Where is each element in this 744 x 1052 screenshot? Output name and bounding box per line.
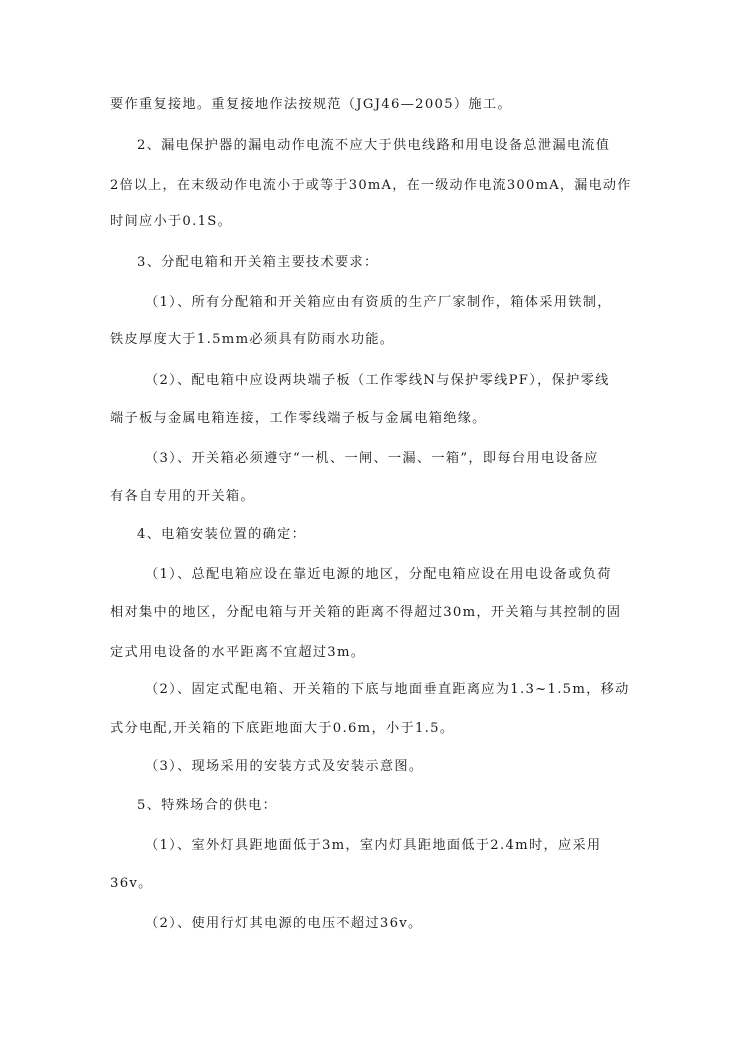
- paragraph-line: 相对集中的地区，分配电箱与开关箱的距离不得超过30m，开关箱与其控制的固: [110, 605, 622, 620]
- paragraph-line: 4、电箱安装位置的确定：: [137, 527, 307, 542]
- paragraph-line: （1）、室外灯具距地面低于3m，室内灯具距地面低于2.4m时，应采用: [145, 838, 602, 853]
- paragraph-line: 铁皮厚度大于1.5mm必须具有防雨水功能。: [110, 332, 395, 347]
- paragraph-line: （1）、总配电箱应设在靠近电源的地区，分配电箱应设在用电设备或负荷: [145, 567, 612, 582]
- paragraph-line: 式分电配,开关箱的下底距地面大于0.6m，小于1.5。: [110, 721, 455, 736]
- paragraph-line: 2、漏电保护器的漏电动作电流不应大于供电线路和用电设备总泄漏电流值: [137, 138, 611, 153]
- paragraph-line: 有各自专用的开关箱。: [110, 489, 255, 504]
- paragraph-line: 5、特殊场合的供电：: [137, 798, 278, 813]
- paragraph-line: 时间应小于0.1S。: [110, 214, 233, 229]
- paragraph-line: （1）、所有分配箱和开关箱应由有资质的生产厂家制作，箱体采用铁制，: [145, 295, 612, 310]
- paragraph-line: 端子板与金属电箱连接，工作零线端子板与金属电箱绝缘。: [110, 411, 487, 426]
- paragraph-line: 2倍以上，在末级动作电流小于或等于30mA，在一级动作电流300mA，漏电动作: [110, 178, 632, 193]
- paragraph-line: 3、分配电箱和开关箱主要技术要求：: [137, 255, 379, 270]
- paragraph-line: （2）、固定式配电箱、开关箱的下底与地面垂直距离应为1.3~1.5m，移动: [145, 682, 630, 697]
- paragraph-line: 36v。: [110, 876, 153, 891]
- paragraph-line: （3）、开关箱必须遵守“一机、一闸、一漏、一箱”，即每台用电设备应: [145, 451, 599, 466]
- paragraph-line: （3）、现场采用的安装方式及安装示意图。: [145, 759, 424, 774]
- paragraph-line: 定式用电设备的水平距离不宜超过3m。: [110, 645, 366, 660]
- paragraph-line: （2）、使用行灯其电源的电压不超过36v。: [145, 916, 423, 931]
- paragraph-line: 要作重复接地。重复接地作法按规范（JGJ46—2005）施工。: [110, 97, 512, 112]
- paragraph-line: （2）、配电箱中应设两块端子板（工作零线N与保护零线PF），保护零线: [145, 373, 610, 388]
